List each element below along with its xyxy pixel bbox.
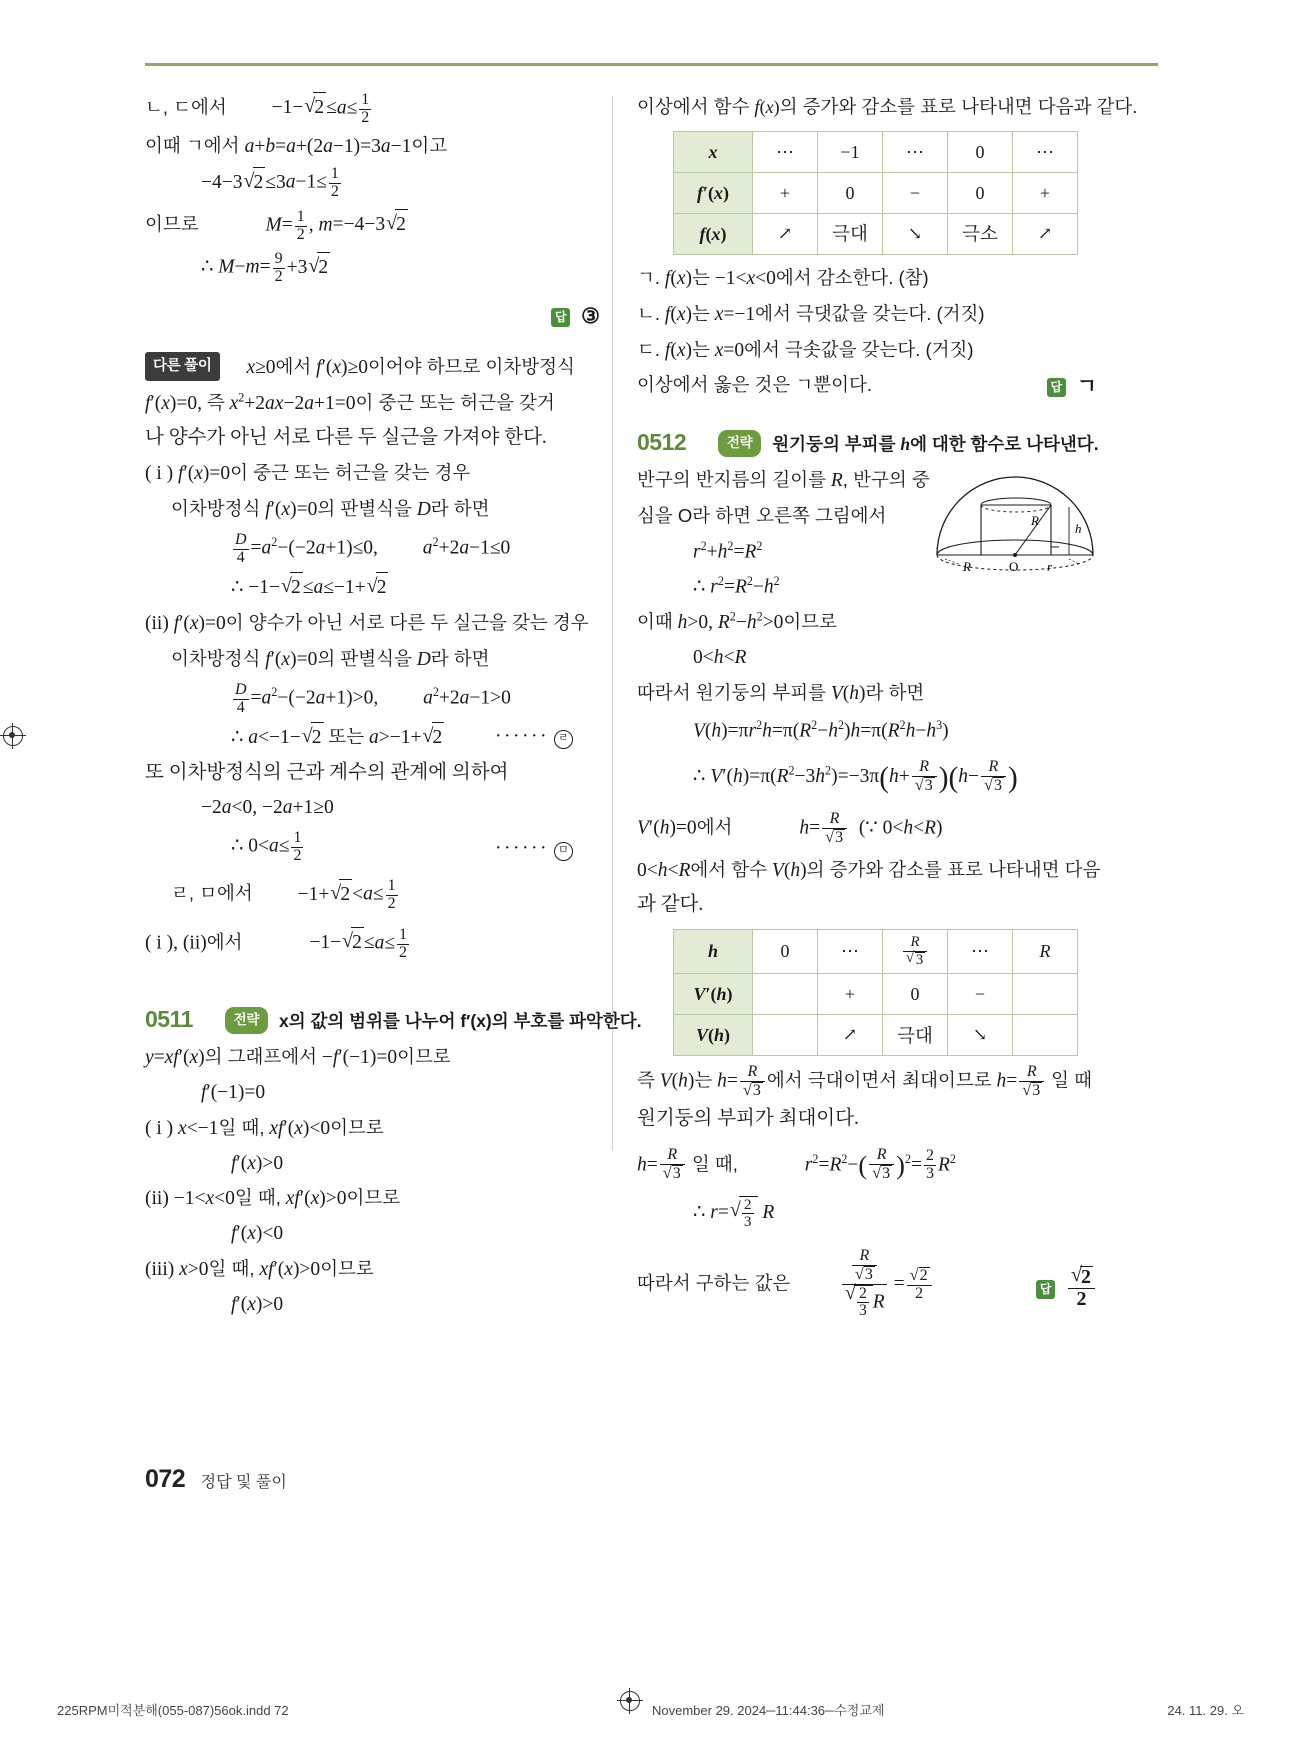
cell: ⋯ [883, 132, 948, 173]
hemisphere-cylinder-figure [929, 467, 1099, 586]
problem-number-0511: 0511 [145, 1006, 193, 1033]
p0512-eq3: 0<h<R [693, 646, 747, 668]
p0511-case3-head: (iii) x>0일 때, xf′(x)>0이므로 [145, 1258, 374, 1280]
conclusion-row [637, 370, 1097, 402]
marker-ㄹ: ㄹ [554, 730, 573, 749]
p0512-eq7: ∴ r= √ $\frac{2}{3}$ R [637, 1196, 1097, 1230]
block-a-line4: 이므로 M= $\frac{1}{2}$ , m=−4−3 √ 2 [145, 209, 600, 244]
alt-solution-intro3: 나 양수가 아닌 서로 다른 두 실근을 가져야 한다. [145, 427, 547, 449]
label-left-radius: R [963, 559, 971, 574]
row-header-f: f(x) [674, 214, 753, 255]
print-date: 24. 11. 29. 오 [1167, 1703, 1244, 1718]
cell [1013, 1015, 1078, 1056]
conclusion-text: 이상에서 옳은 것은 ㄱ뿐이다. [637, 374, 873, 396]
block-a-line5: ∴ M−m= $\frac{9}{2}$ +3 √ 2 [145, 251, 600, 286]
label-height: h [1075, 521, 1082, 536]
row-header-fprime: f′(x) [674, 173, 753, 214]
center-point [1013, 553, 1017, 557]
p0511-l2: f′(−1)=0 [201, 1082, 266, 1104]
cell: ↘ [883, 214, 948, 255]
header-rule [145, 63, 1158, 66]
answer-value: ㄱ [1076, 375, 1097, 399]
p0512-l2: 심을 O라 하면 오른쪽 그림에서 [637, 504, 887, 526]
strategy-tag-0512: 전략 [718, 430, 761, 456]
table-row [674, 173, 1078, 214]
alt-conclusion-2: ( i ), (ii)에서 −1− √ 2 ≤a≤ $\frac{1}{2}$ [145, 927, 600, 962]
p0512-eq5: ∴ $V'(h)=\pi(R^2-3h^2)=-3\pi(h+$ R √ 3 )(h− R √ 3 ) [637, 755, 1097, 801]
answer-icon: 답 [1036, 1280, 1055, 1299]
row-header-x: x [674, 132, 753, 173]
p0512-final: 따라서 구하는 값은 R √ 3 √ $\frac{2}{3}$ R = √ $\frac{2}{2}$ 답 √ $\frac{2}{2}$ [637, 1248, 1097, 1319]
p0511-case1-body: f′(x)>0 [231, 1152, 284, 1174]
figure-svg [929, 467, 1099, 575]
table-row [674, 930, 1078, 974]
page-footer [145, 1465, 287, 1494]
block-a-line1: ㄴ, ㄷ에서 −1− √ 2 ≤a≤ $\frac{1}{2}$ [145, 92, 600, 127]
answer-row-block-a [145, 300, 600, 334]
p0512-l1: 반구의 반지름의 길이를 R, 반구의 중 [637, 469, 930, 491]
p0512-l6: 0<h<R에서 함수 V(h)의 증가와 감소를 표로 나타내면 다음 [637, 858, 1101, 881]
base-ellipse-front [937, 540, 1093, 555]
p0512-l5: V′(h)=0에서 h= R √ 3 (∵ 0<h<R) [637, 811, 1097, 847]
cell: 0 [818, 173, 883, 214]
print-filename: 225RPM미적분해(055-087)56ok.indd 72 [57, 1703, 289, 1718]
p0511-case1-head: ( i ) x<−1일 때, xf′(x)<0이므로 [145, 1116, 384, 1139]
row-header-v: V(h) [674, 1015, 753, 1056]
cell: ⋯ [1013, 132, 1078, 173]
right-column [637, 92, 1138, 1323]
strategy-text-0511: x의 값의 범위를 나누어 f′(x)의 부호를 파악한다. [279, 1011, 642, 1032]
label-center-O: O [1009, 559, 1019, 574]
table-increase-decrease-fx [673, 131, 1078, 255]
case-ii-head: (ii) f′(x)=0이 양수가 아닌 서로 다른 두 실근을 갖는 경우 [145, 612, 589, 635]
registration-mark-left [0, 723, 26, 749]
p0511-l1: y=xf′(x)의 그래프에서 −f′(−1)=0이므로 [145, 1046, 451, 1069]
alt-conclusion-1: ㄹ, ㅁ에서 −1+ √ 2 <a≤ $\frac{1}{2}$ [145, 878, 600, 913]
p0512-eq6: h= R √ 3 일 때, $r^2=R^2-$( R √ 3 )$^2$= $\frac{2}{3}$ $R^2$ [637, 1145, 1097, 1187]
registration-mark-bottom [617, 1688, 643, 1714]
case-ii-eq4: ∴ 0<a≤ $\frac{1}{2}$ ······ ㅁ [145, 830, 600, 865]
p0512-l4: 따라서 원기둥의 부피를 V(h)라 하면 [637, 681, 925, 704]
problem-number-0512: 0512 [637, 429, 687, 456]
cell: ⋯ [818, 930, 883, 974]
cell [753, 974, 818, 1015]
tick-left [945, 559, 959, 564]
cell [753, 1015, 818, 1056]
case-i-head: ( i ) f′(x)=0이 중근 또는 허근을 갖는 경우 [145, 462, 471, 485]
hemisphere-arc [937, 477, 1093, 555]
p0512-l9: 원기둥의 부피가 최대이다. [637, 1107, 859, 1129]
cell: 극대 [818, 214, 883, 255]
cell: 0 [883, 974, 948, 1015]
page-section-label: 정답 및 풀이 [200, 1474, 287, 1491]
print-timestamp: November 29. 2024─11:44:36─수정교제 [652, 1703, 885, 1718]
case-ii-eq1: $\frac{D}{4}$ $=a^2-(-2a+1)>0$, $a^2+2a-1>0$ [235, 680, 511, 716]
cell [1013, 974, 1078, 1015]
answer-value: ③ [581, 304, 600, 329]
cell: 극대 [883, 1015, 948, 1056]
cell: ↗ [818, 1015, 883, 1056]
cell: 0 [948, 132, 1013, 173]
cylinder-top-ellipse-back [981, 505, 1051, 512]
p0512-eq1: $r^2+h^2=R^2$ [693, 538, 763, 563]
p0512-eq4: $V(h)=\pi r^2h=\pi(R^2-h^2)h=\pi(R^2h-h^3)$ [693, 717, 949, 742]
answer-icon: 답 [1047, 378, 1066, 397]
case-ii-eq2: ∴ a<−1− √ 2 또는 a>−1+ √ 2 ······ ㄹ [145, 722, 600, 754]
alt-solution-tag: 다른 풀이 [145, 352, 220, 381]
case-i-eq1: $\frac{D}{4}$ $=a^2-(-2a+1)\le 0$, $a^2+2a-1\le 0$ [235, 530, 511, 566]
p0511-case2-head: (ii) −1<x<0일 때, xf′(x)>0이므로 [145, 1187, 401, 1210]
right-angle-mark [1051, 547, 1059, 555]
cell: − [948, 974, 1013, 1015]
row-header-h: h [674, 930, 753, 974]
cell: + [753, 173, 818, 214]
table-intro: 이상에서 함수 f(x)의 증가와 감소를 표로 나타내면 다음과 같다. [637, 96, 1138, 118]
strategy-text-0512: 원기둥의 부피를 h에 대한 함수로 나타낸다. [772, 434, 1099, 455]
p0512-l3: 이때 h>0, $R^2-h^2>0$이므로 [637, 609, 838, 634]
tick-right [1069, 559, 1079, 564]
alt-solution-intro2: f′(x)=0, 즉 $x^2+2ax-2a+1=0$이 중근 또는 허근을 갖거 [145, 390, 555, 414]
case-i-eq2: ∴ −1− √ 2 ≤a≤−1+ √ 2 [145, 572, 600, 604]
problem-0511-header [145, 1001, 642, 1038]
label-radius: R [1031, 513, 1039, 528]
cell: ↘ [948, 1015, 1013, 1056]
block-a-line3: −4−3 √ 2 ≤3a−1≤ $\frac{1}{2}$ [145, 166, 600, 201]
p0512-l7: 과 같다. [637, 894, 704, 916]
cell: + [818, 974, 883, 1015]
marker-ㅁ: ㅁ [554, 842, 573, 861]
cell: R √ 3 [883, 930, 948, 974]
cell: 극소 [948, 214, 1013, 255]
p0511-case2-body: f′(x)<0 [231, 1223, 284, 1245]
final-label: 따라서 구하는 값은 [637, 1272, 791, 1294]
block-a-line2: 이때 ㄱ에서 a+b=a+(2a−1)=3a−1이고 [145, 134, 448, 157]
table-increase-decrease-vh [673, 929, 1078, 1056]
table-row [674, 132, 1078, 173]
p0512-l8: 즉 V(h)는 h= R √ 3 에서 극대이면서 최대이므로 h= R √ 3 일 때 [637, 1064, 1097, 1100]
column-divider [612, 96, 613, 1151]
table-row [674, 214, 1078, 255]
problem-0512-header [637, 424, 1097, 461]
cell: ↗ [1013, 214, 1078, 255]
cell: ⋯ [948, 930, 1013, 974]
cell: −1 [818, 132, 883, 173]
case-ii-note: 또 이차방정식의 근과 계수의 관계에 의하여 [145, 762, 509, 784]
table-row [674, 1015, 1078, 1056]
page-number: 072 [145, 1465, 186, 1493]
case-ii-eq3: −2a<0, −2a+1≥0 [201, 796, 334, 818]
statement-3: ㄷ. f(x)는 x=0에서 극솟값을 갖는다. (거짓) [637, 338, 974, 361]
cell: ⋯ [753, 132, 818, 173]
row-header-vprime: V′(h) [674, 974, 753, 1015]
statement-2: ㄴ. f(x)는 x=−1에서 극댓값을 갖는다. (거짓) [637, 302, 985, 325]
cell: + [1013, 173, 1078, 214]
p0511-case3-body: f′(x)>0 [231, 1293, 284, 1315]
alt-solution-intro1: 다른 풀이 x≥0에서 f′(x)≥0이어야 하므로 이차방정식 [145, 352, 600, 384]
label-right-radius: r [1047, 559, 1053, 574]
cell: − [883, 173, 948, 214]
cell: 0 [753, 930, 818, 974]
answer-icon: 답 [551, 308, 570, 327]
case-ii-sub: 이차방정식 f′(x)=0의 판별식을 D라 하면 [171, 647, 490, 670]
table-row [674, 974, 1078, 1015]
left-column [145, 91, 642, 1325]
cell: 0 [948, 173, 1013, 214]
cell: R [1013, 930, 1078, 974]
statement-1: ㄱ. f(x)는 −1<x<0에서 감소한다. (참) [637, 267, 929, 290]
cell: ↗ [753, 214, 818, 255]
strategy-tag-0511: 전략 [225, 1007, 268, 1033]
p0512-eq2: ∴ $r^2=R^2-h^2$ [693, 573, 780, 598]
case-i-sub: 이차방정식 f′(x)=0의 판별식을 D라 하면 [171, 498, 490, 521]
cylinder-top-ellipse-front [981, 498, 1051, 505]
